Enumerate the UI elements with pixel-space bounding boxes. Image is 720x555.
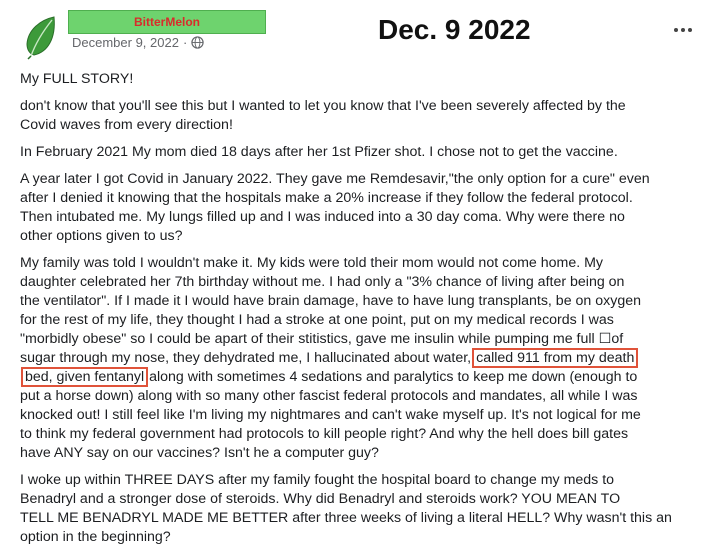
post-date[interactable]: December 9, 2022 [72, 35, 179, 50]
paragraph-4 [20, 170, 708, 246]
highlighted-phrase: called 911 from my death [472, 348, 638, 368]
paragraph-3 [20, 143, 708, 162]
text-line: My FULL STORY! [20, 71, 134, 87]
author-name-box[interactable] [68, 10, 266, 34]
text-line: "morbidly obese" so I could be apart of their stitistics, gave me insulin while pumping me full ☐of [20, 331, 624, 347]
text-line: option in the beginning? [20, 529, 171, 545]
text-line: sugar through my nose, they dehydrated me, I hallucinated about water, [20, 350, 472, 366]
more-horizontal-icon[interactable] [668, 20, 698, 40]
paragraph-6 [20, 471, 708, 547]
text-line: after I denied it knowing that the hospitals make a 20% increase if they follow the federal protocol. [20, 190, 633, 206]
post-body [20, 70, 708, 555]
text-line: have ANY say on our vaccines? Isn't he a computer guy? [20, 445, 379, 461]
post-meta [72, 35, 204, 50]
text-line: to think my federal government had protocols to kill people right? And why the hell does bill gates [20, 426, 629, 442]
dot [688, 28, 692, 32]
text-line: along with sometimes 4 sedations and paralytics to keep me down (enough to [149, 369, 638, 385]
text-line: Then intubated me. My lungs filled up and I was induced into a 30 day coma. Why were there no [20, 209, 625, 225]
text-line: for the rest of my life, they thought I had a stroke at one point, put on my medical records I was [20, 312, 614, 328]
overlay-date-caption: Dec. 9 2022 [378, 14, 531, 45]
paragraph-5 [20, 254, 708, 463]
globe-icon [191, 36, 204, 49]
text-line: put a horse down) along with so many other fascist federal protocols and mandates, all while I was [20, 388, 638, 404]
text-line: I woke up within THREE DAYS after my family fought the hospital board to change my meds to [20, 472, 615, 488]
leaf-avatar-icon[interactable] [22, 14, 62, 60]
highlighted-phrase: bed, given fentanyl [21, 367, 148, 387]
dot [681, 28, 685, 32]
text-line: Benadryl and a stronger dose of steroids. Why did Benadryl and steroids work? YOU MEAN TO [20, 491, 621, 507]
text-line: TELL ME BENADRYL MADE ME BETTER after three weeks of living a literal HELL? Why wasn't this an [20, 510, 672, 526]
text-line: don't know that you'll see this but I wanted to let you know that I've been severely affected by the [20, 98, 626, 114]
text-line: the ventilator". If I made it I would have brain damage, have to have lung transplants, be on oxygen [20, 293, 642, 309]
text-line: Covid waves from every direction! [20, 117, 233, 133]
text-line: other options given to us? [20, 228, 183, 244]
paragraph-2 [20, 97, 708, 135]
text-line: A year later I got Covid in January 2022. They gave me Remdesavir,"the only option for a cure" even [20, 171, 650, 187]
paragraph-1 [20, 70, 708, 89]
dot [674, 28, 678, 32]
text-line: knocked out! I still feel like I'm living my nightmares and can't wake myself up. It's not logical for me [20, 407, 641, 423]
author-name[interactable]: BitterMelon [134, 15, 200, 29]
date-separator: · [182, 35, 188, 50]
text-line: My family was told I wouldn't make it. My kids were told their mom would not come home. My [20, 255, 604, 271]
text-line: daughter celebrated her 7th birthday without me. I had only a "3% chance of living after being on [20, 274, 625, 290]
text-line: In February 2021 My mom died 18 days after her 1st Pfizer shot. I chose not to get the vaccine. [20, 144, 618, 160]
